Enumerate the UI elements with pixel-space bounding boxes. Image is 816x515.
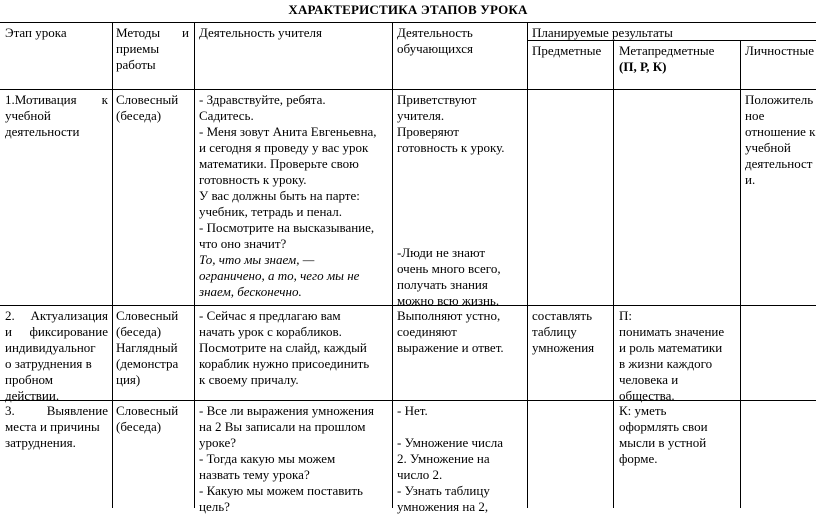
row2-methods: Словесный (беседа) Наглядный (демонстра ция) xyxy=(116,308,179,387)
header-personal: Личностные xyxy=(745,43,815,58)
col-divider-1 xyxy=(112,22,113,508)
row3-teacher: - Все ли выражения умножения на 2 Вы записали на прошлом уроке? - Тогда какую мы можем назвать тему урока? - Какую мы можем поставить цель? xyxy=(199,403,374,514)
row1-teacher-quote: То, что мы знаем, — ограничено, а то, чего мы не знаем, бесконечно. xyxy=(199,252,360,299)
col-divider-4 xyxy=(527,22,528,508)
row1-teacher: - Здравствуйте, ребята. Садитесь. - Меня зовут Анита Евгеньевна, и сегодня я проведу у вас урок математики. Проверьте свою готовность к уроку. У вас должны быть на парте: учебник, тетрадь и пенал. - Посмотрите на высказывание, что оно значит? xyxy=(199,92,377,251)
col-divider-5 xyxy=(613,40,614,508)
row2-subject: составлять таблицу умножения xyxy=(532,308,595,355)
header-students: Деятельность обучающихся xyxy=(397,25,473,56)
header-methods-line1: Методы и xyxy=(116,25,189,40)
row3-stage-line1: 3. Выявление xyxy=(5,403,108,418)
page-title: ХАРАКТЕРИСТИКА ЭТАПОВ УРОКА xyxy=(288,2,528,17)
row2-stage-line2: и фиксирование xyxy=(5,324,108,339)
row3-meta: К: уметь оформлять свои мысли в устной форме. xyxy=(619,403,708,466)
col-divider-2 xyxy=(194,22,195,508)
row1-students: Приветствуют учителя. Проверяют готовность к уроку. xyxy=(397,92,505,155)
row3-methods: Словесный (беседа) xyxy=(116,403,179,434)
header-subject: Предметные xyxy=(532,43,602,58)
header-methods: приемы работы xyxy=(116,41,160,72)
header-stage: Этап урока xyxy=(5,25,67,40)
row2-students: Выполняют устно, соединяют выражение и ответ. xyxy=(397,308,504,355)
header-meta-line1: Метапредметные xyxy=(619,43,715,58)
header-teacher: Деятельность учителя xyxy=(199,25,322,40)
row1-students-answer: -Люди не знают очень много всего, получать знания можно всю жизнь. xyxy=(397,245,501,308)
header-meta-line2: (П, Р, К) xyxy=(619,59,667,74)
row1-personal: Положитель ное отношение к учебной деятельност и. xyxy=(745,92,816,187)
row1-stage: учебной деятельности xyxy=(5,108,80,139)
row1-methods: Словесный (беседа) xyxy=(116,92,179,123)
header-planned-results: Планируемые результаты xyxy=(532,25,673,40)
row2-teacher: - Сейчас я предлагаю вам начать урок с корабликов. Посмотрите на слайд, каждый кораблик нужно присоединить к своему причалу. xyxy=(199,308,370,387)
row2-stage: индивидуальног о затруднения в пробном действии. xyxy=(5,340,96,403)
col-divider-6 xyxy=(740,40,741,508)
col-divider-3 xyxy=(392,22,393,508)
table-border-top xyxy=(0,22,816,23)
row1-stage-line1: 1.Мотивация к xyxy=(5,92,108,107)
row2-meta: П: понимать значение и роль математики в жизни каждого человека и общества. xyxy=(619,308,725,403)
row2-stage-line1: 2. Актуализация xyxy=(5,308,108,323)
header-bottom-border xyxy=(0,89,816,90)
row3-stage: места и причины затруднения. xyxy=(5,419,100,450)
row3-students: - Нет. - Умножение числа 2. Умножение на число 2. - Узнать таблицу умножения на 2, xyxy=(397,403,504,514)
